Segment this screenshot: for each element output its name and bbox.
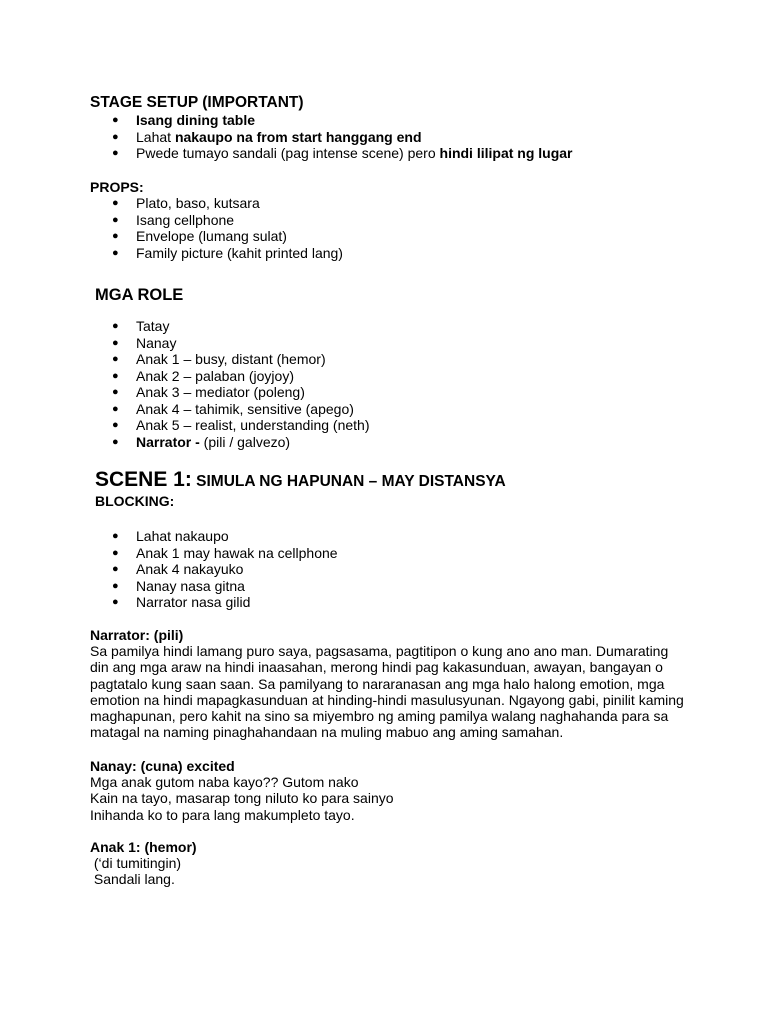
list-item: ● Isang dining table [112, 112, 256, 128]
list-item: ● Narrator - (pili / galvezo) [112, 433, 291, 450]
paragraph-line: matagal na naming pinaghahandaan na muling mabuo ang aming samahan. [90, 724, 564, 741]
list-item: ● Anak 4 nakayuko [112, 561, 244, 577]
bullet-icon: ● [112, 336, 119, 349]
props-heading: PROPS: [90, 179, 144, 195]
bullet-icon: ● [112, 596, 119, 608]
paragraph-line: Sa pamilya hindi lamang puro saya, pagsasama, pagtitipon o kung ano ano man. Dumarating [90, 643, 669, 659]
list-item: ● Family picture (kahit printed lang) [112, 244, 343, 261]
scene-1-label: SCENE 1: [95, 468, 192, 491]
bullet-icon: ● [112, 213, 119, 226]
paragraph-line: Kain na tayo, masarap tong niluto ko para sainyo [90, 790, 394, 807]
list-item: ● Envelope (lumang sulat) [112, 228, 287, 244]
blocking-heading: BLOCKING: [95, 493, 175, 509]
narrator-speaker: Narrator: (pili) [90, 627, 184, 643]
list-item: ● Narrator nasa gilid [112, 594, 251, 610]
list-item: ● Isang cellphone [112, 211, 235, 228]
list-item: ● Plato, baso, kutsara [112, 195, 260, 211]
bullet-icon: ● [112, 147, 119, 159]
bullet-icon: ● [112, 369, 119, 382]
bullet-icon: ● [112, 402, 119, 415]
list-item: ● Anak 5 – realist, understanding (neth) [112, 417, 370, 433]
bullet-icon: ● [112, 546, 119, 559]
bullet-icon: ● [112, 197, 119, 209]
nanay-paragraph [90, 774, 700, 823]
bullet-icon: ● [112, 419, 119, 431]
list-item: ● Tatay [112, 318, 170, 334]
list-item: ● Anak 3 – mediator (poleng) [112, 384, 305, 400]
nanay-speaker: Nanay: (cuna) excited [90, 758, 235, 774]
list-item: ● Lahat nakaupo [112, 528, 229, 544]
anak-1-speaker: Anak 1: (hemor) [90, 839, 197, 855]
narrator-paragraph [90, 643, 700, 741]
roles-heading: MGA ROLE [95, 286, 184, 304]
list-item: ● Anak 4 – tahimik, sensitive (apego) [112, 400, 354, 417]
list-item: ● Anak 1 may hawak na cellphone [112, 544, 338, 561]
stage-setup-heading: STAGE SETUP (IMPORTANT) [90, 94, 304, 111]
blocking-list [112, 528, 338, 611]
paragraph-line: Sandali lang. [90, 871, 175, 888]
scene-1-heading [95, 464, 506, 495]
bullet-icon: ● [112, 563, 119, 575]
paragraph-line: Inihanda ko to para lang makumpleto tayo. [90, 806, 355, 823]
stage-setup-list [112, 112, 573, 162]
bullet-icon: ● [112, 386, 119, 398]
bullet-icon: ● [112, 246, 119, 259]
bullet-icon: ● [112, 530, 119, 542]
paragraph-line: din ang mga araw na hindi inaasahan, merong hindi pag kakasunduan, awayan, bangayan o [90, 659, 663, 676]
paragraph-line: pagtatalo kung saan saan. Sa pamilyang to nararanasan ang mga halo halong emotion, mga [90, 675, 665, 692]
bullet-icon: ● [112, 435, 119, 448]
paragraph-line: (‘di tumitingin) [90, 855, 182, 871]
props-list [112, 195, 343, 261]
paragraph-line: Mga anak gutom naba kayo?? Gutom nako [90, 774, 359, 790]
bullet-icon: ● [112, 130, 119, 143]
paragraph-line: maghapunan, pero kahit na sino sa miyembro ng aming pamilya walang naghahanda para sa [90, 708, 669, 725]
bullet-icon: ● [112, 114, 119, 126]
list-item: ● Anak 1 – busy, distant (hemor) [112, 351, 326, 367]
list-item: ● Pwede tumayo sandali (pag intense scene) pero hindi lilipat ng lugar [112, 145, 573, 161]
anak-1-paragraph [90, 855, 700, 888]
list-item: ● Lahat nakaupo na from start hanggang end [112, 128, 422, 145]
bullet-icon: ● [112, 230, 119, 242]
bullet-icon: ● [112, 579, 119, 592]
list-item: ● Nanay [112, 334, 177, 351]
list-item: ● Nanay nasa gitna [112, 577, 245, 594]
list-item: ● Anak 2 – palaban (joyjoy) [112, 367, 294, 384]
scene-1-title: SIMULA NG HAPUNAN – MAY DISTANSYA [191, 473, 506, 490]
bullet-icon: ● [112, 320, 119, 332]
roles-list [112, 318, 369, 450]
paragraph-line: emotion na hindi mapagkasunduan at hinding-hindi masulusyunan. Ngayong gabi, pinilit kaming [90, 691, 684, 708]
bullet-icon: ● [112, 353, 119, 365]
